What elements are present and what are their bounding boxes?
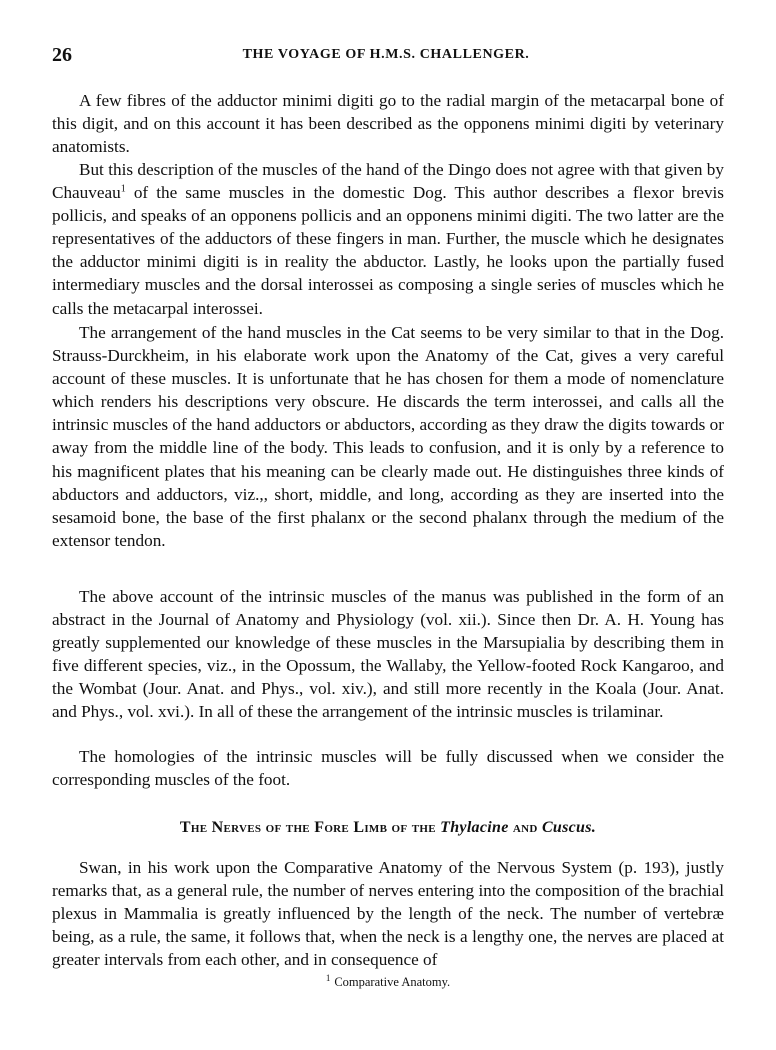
section-heading bbox=[52, 819, 724, 837]
paragraph-cat-hand-muscles: The arrangement of the hand muscles in the Cat seems to be very similar to that in the Dog. Strauss-Durckheim, in his elaborate work upon the Anatomy of the Cat, gives a very careful account of these muscles. It is unfortunate that he has chosen for them a mode of nomenclature which renders his descriptions very obscure. He discards the term interossei, and calls all the intrinsic muscles of the hand adductors or abductors, according as they draw the digits towards or away from the middle line of the body. This leads to confusion, and it is only by a reference to his magnificent plates that his meaning can be clearly made out. He distinguishes three kinds of abductors and adductors, viz.,, short, middle, and long, according as they are inserted into the sesamoid bone, the base of the first phalanx or the second phalanx through the medium of the extensor tendon. bbox=[52, 323, 724, 550]
running-title: THE VOYAGE OF H.M.S. CHALLENGER. bbox=[242, 47, 530, 62]
paragraph-adductor-fibres: A few fibres of the adductor minimi digiti go to the radial margin of the metacarpal bone of this digit, and on this account it has been described as the opponens minimi digiti by veterinary anatomists. bbox=[52, 91, 724, 157]
paragraph-swan-nerves: Swan, in his work upon the Comparative Anatomy of the Nervous System (p. 193), justly remarks that, as a general rule, the number of nerves entering into the composition of the brachial plexus in Mammalia is greatly influenced by the length of the neck. The number of vertebræ being, as a rule, the same, it follows that, when the neck is a lengthy one, the nerves are placed at greater intervals from each other, and in consequence of bbox=[52, 858, 724, 970]
heading-text: The Nerves of the Fore Limb of the bbox=[179, 819, 441, 836]
paragraph-text: of the same muscles in the domestic Dog. This author describes a flexor brevis pollicis, and speaks of an opponens pollicis and an opponens minimi digiti. The two latter are the representatives of the adductors of these fingers in man. Further, the muscle which he designates the adductor minimi digiti is in reality the abductor. Lastly, he looks upon the partially fused intermediary muscles and the dorsal interossei as composing a single series of muscles which he calls the metacarpal interossei. bbox=[52, 183, 724, 318]
heading-text: and bbox=[508, 819, 542, 836]
footnote-mark: 1 bbox=[325, 972, 331, 983]
paragraph-text: But this description of the muscles of the hand of the Dingo does not agree with that given by Chauveau bbox=[52, 160, 724, 203]
heading-italic-thylacine: Thylacine bbox=[440, 819, 509, 836]
page-number: 26 bbox=[52, 44, 72, 66]
paragraph-homologies: The homologies of the intrinsic muscles will be fully discussed when we consider the corresponding muscles of the foot. bbox=[52, 747, 724, 790]
footnote-text: Comparative Anatomy. bbox=[334, 975, 451, 989]
heading-italic-cuscus: Cuscus. bbox=[541, 819, 597, 836]
footnote bbox=[0, 972, 776, 990]
footnote-reference: 1 bbox=[120, 183, 126, 195]
paragraph-intrinsic-muscles-account: The above account of the intrinsic muscles of the manus was published in the form of an abstract in the Journal of Anatomy and Physiology (vol. xii.). Since then Dr. A. H. Young has greatly supplemented our knowledge of these muscles in the Marsupialia by describing them in five different species, viz., in the Opossum, the Wallaby, the Yellow-footed Rock Kangaroo, and the Wombat (Jour. Anat. and Phys., vol. xiv.), and still more recently in the Koala (Jour. Anat. and Phys., vol. xvi.). In all of these the arrangement of the intrinsic muscles is trilaminar. bbox=[52, 587, 724, 722]
page-header bbox=[52, 44, 720, 68]
paragraph-chauveau-description bbox=[52, 158, 724, 320]
